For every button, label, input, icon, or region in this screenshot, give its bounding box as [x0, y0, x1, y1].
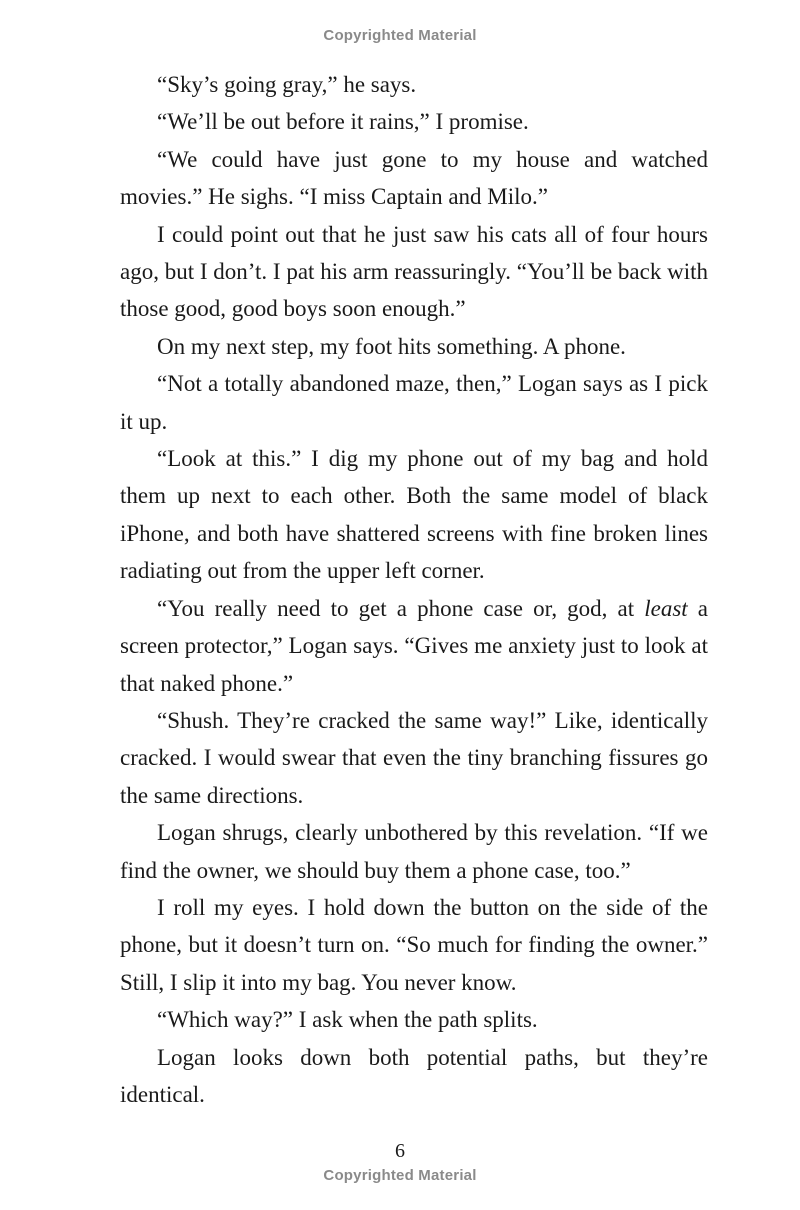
paragraph: I could point out that he just saw his cats all of four hours ago, but I don’t. I pat his arm reassuringly. “You’ll be back with those good, good boys soon enough.”	[120, 221, 708, 322]
paragraph: “Not a totally abandoned maze, then,” Logan says as I pick it up.	[120, 371, 708, 434]
body-text	[120, 66, 708, 1113]
paragraph: I roll my eyes. I hold down the button on the side of the phone, but it doesn’t turn on. “So much for finding the owner.” Still, I slip it into my bag. You never know.	[120, 894, 708, 995]
paragraph: Logan shrugs, clearly unbothered by this revelation. “If we find the owner, we should buy them a phone case, too.”	[120, 820, 708, 883]
emphasized-word: least	[644, 595, 688, 621]
paragraph-text: “You really need to get a phone case or, god, at	[157, 595, 645, 621]
paragraph: “Sky’s going gray,” he says.	[157, 72, 417, 97]
copyright-watermark-bottom: Copyrighted Material	[323, 1167, 477, 1184]
paragraph: “We could have just gone to my house and watched movies.” He sighs. “I miss Captain and Milo.”	[120, 146, 708, 210]
paragraph: Logan looks down both potential paths, but they’re identical.	[120, 1044, 708, 1107]
paragraph: On my next step, my foot hits something. A phone.	[157, 333, 626, 359]
page-number: 6	[395, 1140, 405, 1162]
paragraph: “Which way?” I ask when the path splits.	[157, 1007, 538, 1033]
paragraph: “Shush. They’re cracked the same way!” Like, identically cracked. I would swear that even the tiny branching fissures go the same directions.	[120, 707, 708, 808]
paragraph: “Look at this.” I dig my phone out of my bag and hold them up next to each other. Both the same model of black iPhone, and both have shattered screens with fine broken lines radiating out from the upper left corner.	[120, 446, 708, 584]
paragraph-text: a screen protector,” Logan says. “Gives me anxiety just to look at that naked phone.”	[120, 595, 708, 696]
paragraph	[120, 590, 708, 702]
paragraph: “We’ll be out before it rains,” I promise.	[157, 109, 529, 135]
copyright-watermark-top: Copyrighted Material	[323, 27, 477, 44]
